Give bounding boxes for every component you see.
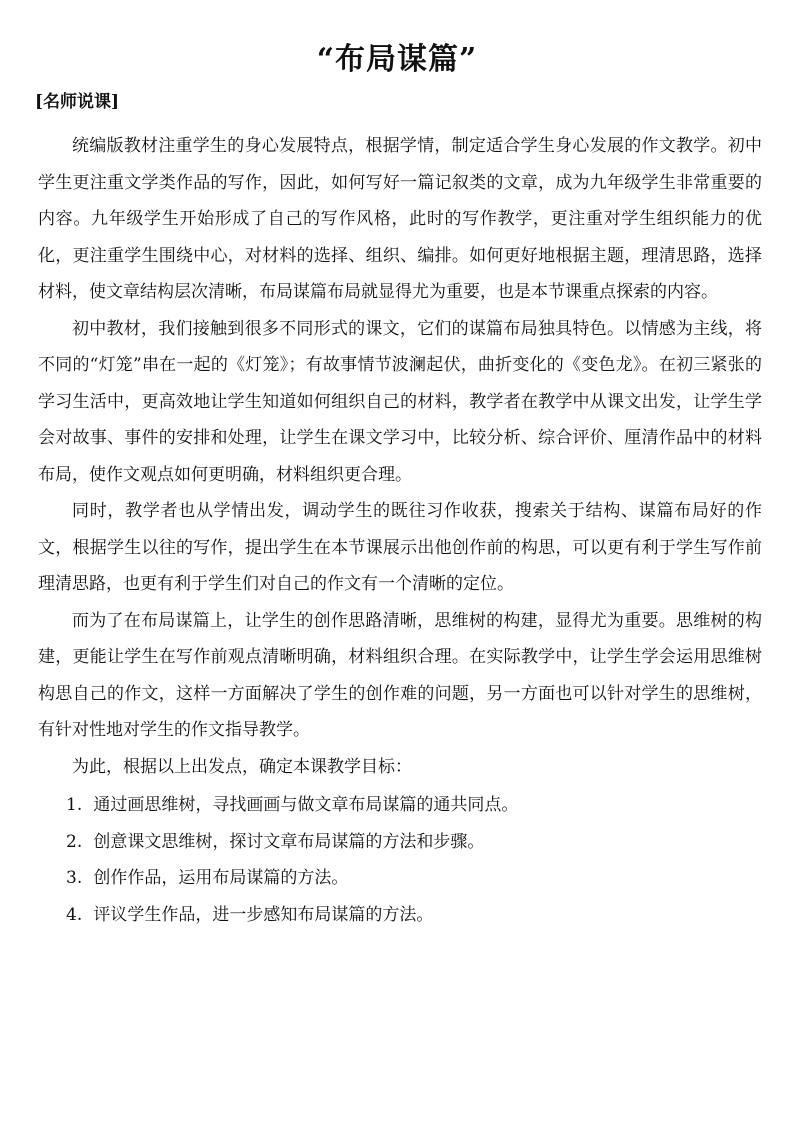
- paragraph-3: 同时，教学者也从学情出发，调动学生的既往习作收获，搜索关于结构、谋篇布局好的作文，根据学生以往的写作，提出学生在本节课展示出他创作前的构思，可以更有利于学生写作前理清思路，也更有利于学生们对自己的作文有一个清晰的定位。: [38, 501, 762, 594]
- list-number: 4.: [66, 904, 83, 925]
- page-title: “布局谋篇”: [316, 42, 478, 77]
- objectives-list: [38, 787, 762, 933]
- list-number: 3.: [66, 868, 83, 888]
- list-text: 创作作品，运用布局谋篇的方法。: [93, 868, 349, 888]
- list-item: [38, 897, 762, 934]
- list-item: [38, 860, 762, 897]
- list-number: 2.: [66, 831, 83, 852]
- paragraph-1: 统编版教材注重学生的身心发展特点，根据学情，制定适合学生身心发展的作文教学。初中学生更注重文学类作品的写作，因此，如何写好一篇记叙类的文章，成为九年级学生非常重要的内容。九年级学生开始形成了自己的写作风格，此时的写作教学，更注重对学生组织能力的优化，更注重学生围绕中心，对材料的选择、组织、编排。如何更好地根据主题，理清思路，选择材料，使文章结构层次清晰，布局谋篇布局就显得尤为重要，也是本节课重点探索的内容。: [38, 136, 762, 302]
- paragraph-4: 而为了在布局谋篇上，让学生的创作思路清晰，思维树的构建，显得尤为重要。思维树的构建，更能让学生在写作前观点清晰明确，材料组织合理。在实际教学中，让学生学会运用思维树构思自己的作文，这样一方面解决了学生的创作难的问题，另一方面也可以针对学生的思维树，有针对性地对学生的作文指导教学。: [38, 610, 762, 740]
- list-text: 创意课文思维树，探讨文章布局谋篇的方法和步骤。: [93, 831, 485, 852]
- list-text: 通过画思维树，寻找画画与做文章布局谋篇的通共同点。: [93, 795, 519, 815]
- section-label: [名师说课]: [35, 92, 120, 112]
- document-body: [38, 128, 762, 933]
- paragraph-5: 为此，根据以上出发点，确定本课教学目标：: [72, 756, 412, 777]
- list-number: 1.: [66, 795, 83, 815]
- list-item: [38, 824, 762, 861]
- list-item: [38, 787, 762, 824]
- list-text: 评议学生作品，进一步感知布局谋篇的方法。: [93, 904, 434, 925]
- paragraph-2: 初中教材，我们接触到很多不同形式的课文，它们的谋篇布局独具特色。以情感为主线，将不同的“灯笼”串在一起的《灯笼》；有故事情节波澜起伏，曲折变化的《变色龙》。在初三紧张的学习生活中，更高效地让学生知道如何组织自己的材料，教学者在教学中从课文出发，让学生学会对故事、事件的安排和处理，让学生在课文学习中，比较分析、综合评价、厘清作品中的材料布局，使作文观点如何更明确，材料组织更合理。: [38, 318, 762, 485]
